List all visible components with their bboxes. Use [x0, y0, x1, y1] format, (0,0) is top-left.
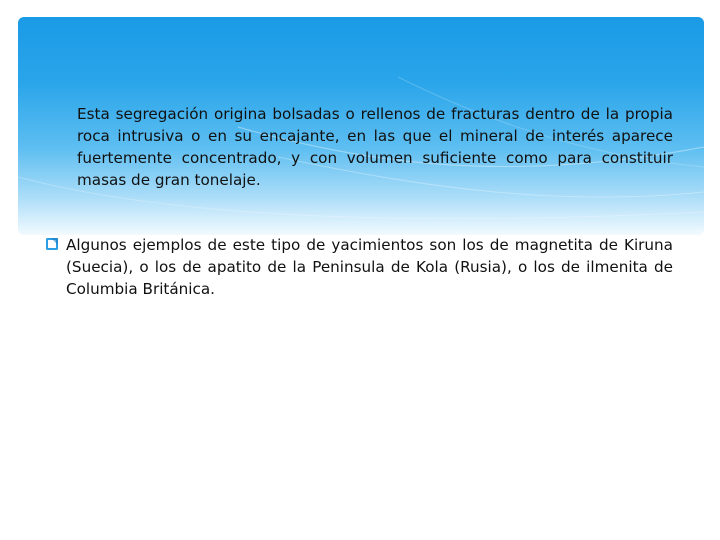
examples-paragraph: Algunos ejemplos de este tipo de yacimientos son los de magnetita de Kiruna (Suecia), o los de apatito de la Peninsula de Kola (Rusia), o los de ilmenita de Columbia Británica. — [66, 236, 673, 298]
intro-paragraph: Esta segregación origina bolsadas o rellenos de fracturas dentro de la propia roca intrusiva o en su encajante, en las que el mineral de interés aparece fuertemente concentrado, y con volumen suficiente como para constituir masas de gran tonelaje. — [77, 105, 673, 189]
checkbox-bullet-icon — [45, 237, 59, 251]
